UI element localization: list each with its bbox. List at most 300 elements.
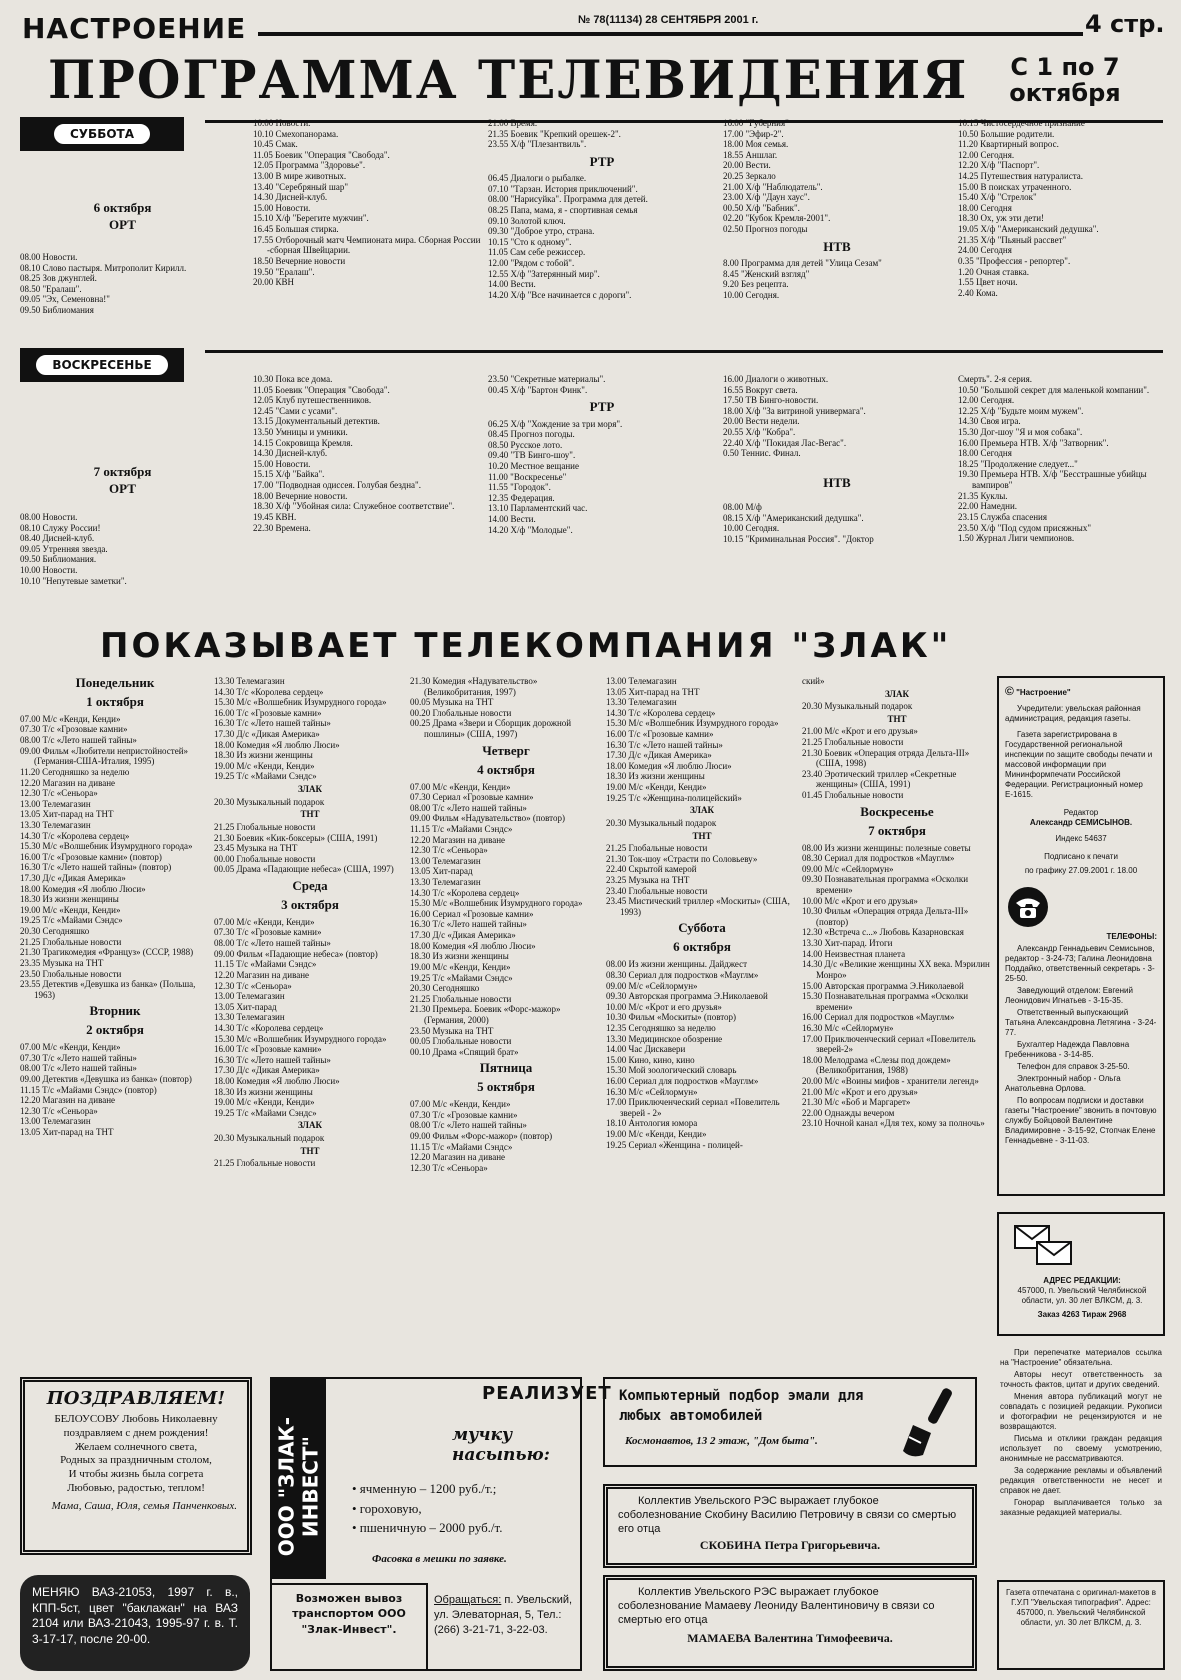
address-title: АДРЕС РЕДАКЦИИ:	[1043, 1276, 1121, 1285]
programme-entry: 07.30 Т/с «Лето нашей тайны»	[20, 1052, 137, 1063]
programme-entry: 08.15 Х/ф "Американский дедушка".	[723, 512, 864, 523]
condolence-2-text: Коллектив Увельского РЭС выражает глубокое соболезнование Мамаеву Леониду Валентиновичу в связи со смертью его отца	[618, 1586, 935, 1626]
programme-entry: 17.30 Д/с «Дикая Америка»	[214, 729, 320, 740]
programme-entry: 12.30 Т/с «Сеньора»	[20, 1105, 98, 1116]
programme-entry: 19.00 М/с «Кенди, Кенди»	[214, 760, 315, 771]
programme-entry: 09.00 М/с «Сейлормун»	[802, 863, 894, 874]
sat-orp-heading: 6 октября ОРТ	[93, 200, 152, 232]
programme-entry: 20.00 КВН	[253, 277, 295, 288]
programme-entry: 16.00 "Губерния"	[723, 118, 789, 128]
programme-entry: 08.00 Из жизни женщины. Дайджест	[606, 959, 748, 970]
programme-entry: 12.05 Программа "Здоровье".	[253, 160, 366, 171]
programme-entry: 20.25 Зеркало	[723, 171, 776, 182]
programme-entry: 09.05 "Эх, Семеновна!"	[20, 294, 110, 305]
programme-entry: 07.30 Т/с «Грозовые камни»	[214, 927, 322, 938]
programme-entry: 07.30 Сериал «Грозовые камни»	[410, 792, 534, 803]
programme-entry: 18.25 "Продолжение следует..."	[958, 458, 1078, 469]
issue-line: № 78(11134) 28 СЕНТЯБРЯ 2001 г.	[578, 14, 759, 26]
zlak-day-heading: Вторник	[89, 1003, 141, 1019]
programme-entry: 07.30 Т/с «Грозовые камни»	[410, 1109, 518, 1120]
sat-col-2	[253, 118, 481, 288]
programme-entry: 09.00 Фильм «Надувательство» (повтор)	[410, 813, 565, 824]
programme-entry: 13.30 Телемагазин	[410, 877, 481, 888]
programme-entry: 0.50 Теннис. Финал.	[723, 448, 801, 459]
sun-col-2	[253, 374, 481, 533]
programme-entry: 09.00 М/с «Сейлормун»	[606, 980, 698, 991]
programme-entry: 21.25 Глобальные новости	[214, 1158, 316, 1169]
condolence-ad-1	[603, 1484, 977, 1568]
programme-entry: 13.00 Телемагазин	[20, 798, 91, 809]
programme-entry: 8.00 Программа для детей "Улица Сезам"	[723, 258, 882, 269]
channel-heading-ntv: НТВ	[823, 474, 851, 490]
programme-entry: 21.00 Время.	[488, 118, 538, 128]
signed-to-print: Подписано к печати	[1044, 852, 1118, 861]
programme-entry: 19.00 М/с «Кенди, Кенди»	[20, 904, 121, 915]
programme-entry: 17.00 "Эфир-2".	[723, 128, 784, 139]
sun-col-5	[958, 374, 1168, 544]
programme-entry: 16.00 Диалоги о животных.	[723, 374, 829, 384]
programme-entry: 8.45 "Женский взгляд"	[723, 268, 810, 279]
phone-list	[1005, 944, 1157, 1146]
registration: Газета зарегистрирована в Государственной региональной инспекции по защите свободы печати и массовой информации при Мининформпечати Российской Федерации. Регистрационный номер Е-1615.	[1005, 730, 1153, 799]
programme-entry: 10.00 М/с «Крот и его друзья»	[802, 895, 918, 906]
programme-entry: 16.00 Т/с «Грозовые камни» (повтор)	[20, 851, 162, 862]
phone-entry: Ответственный выпускающий Татьяна Александровна Летягина - 3-24-77.	[1005, 1008, 1157, 1037]
programme-entry: 22.40 Х/ф "Покидая Лас-Вегас".	[723, 437, 847, 448]
programme-entry: 13.30 Телемагазин	[214, 676, 285, 686]
programme-entry: 17.00 "Подводная одиссея. Голубая бездна".	[253, 480, 421, 491]
programme-entry: 09.00 Фильм «Любители непристойностей» (Германия-США-Италия, 1995)	[20, 745, 189, 767]
programme-entry: 19.00 М/с «Кенди, Кенди»	[410, 961, 511, 972]
programme-entry: 16.00 Т/с «Грозовые камни»	[606, 729, 714, 740]
programme-entry: 18.30 Из жизни женщины	[214, 1086, 313, 1097]
programme-entry: 19.05 Х/ф "Американский дедушка".	[958, 224, 1099, 235]
zlak-col-3	[410, 676, 602, 1174]
editor-role: Редактор	[1063, 808, 1099, 817]
programme-entry: 21.25 Глобальные новости	[410, 993, 512, 1004]
programme-entry: 09.10 Золотой ключ.	[488, 215, 566, 226]
programme-entry: 12.00 Сегодня.	[958, 395, 1015, 406]
programme-entry: 14.15 Сокровища Кремля.	[253, 437, 353, 448]
programme-entry: 15.00 Новости.	[253, 458, 311, 469]
zlak-day-heading: Понедельник	[75, 675, 155, 690]
greeting-line: И чтобы жизнь была согрета	[68, 1468, 204, 1481]
zlak-day-heading: 1 октября	[86, 693, 144, 709]
programme-entry: 12.35 Федерация.	[488, 492, 555, 503]
programme-entry: 14.00 Неизвестная планета	[802, 948, 906, 959]
programme-entry: 07.00 М/с «Кенди, Кенди»	[410, 781, 511, 792]
sun-orp-heading: 7 октября ОРТ	[93, 464, 152, 496]
programme-entry: 07.00 М/с «Кенди, Кенди»	[20, 713, 121, 724]
programme-entry: 10.10 "Непутевые заметки".	[20, 575, 127, 586]
paint-address: Космонавтов, 13 2 этаж, "Дом быта".	[625, 1435, 818, 1447]
programme-entry: 24.00 Сегодня	[958, 245, 1012, 256]
programme-entry: 16.30 Т/с «Лето нашей тайны»	[214, 1054, 331, 1065]
sat-col-4	[723, 118, 951, 300]
programme-entry: 12.25 Х/ф "Будьте моим мужем".	[958, 405, 1084, 416]
programme-entry: 02.50 Прогноз погоды	[723, 224, 808, 235]
programme-entry: 18.00 Комедия «Я люблю Люси»	[606, 760, 732, 771]
programme-entry: 12.20 Магазин на диване	[214, 969, 310, 980]
channel-heading-rtr: РТР	[589, 153, 615, 169]
order-info: Заказ 4263 Тираж 2968	[1037, 1310, 1127, 1319]
programme-entry: 10.15 Чистосердечное признание	[958, 118, 1085, 128]
programme-entry: 13.05 Хит-парад на ТНТ	[20, 809, 114, 820]
printer-info: Газета отпечатана с оригинал-макетов в Г.У.П "Увельская типография". Адрес: 457000, п. Увельский Челябинской области, ул. 30 лет ВЛКСМ, д. 3.	[1006, 1588, 1156, 1627]
editorial-note: Гонорар выплачивается только за заказные редакцией материалы.	[1000, 1498, 1162, 1517]
programme-entry: 13.05 Хит-парад	[410, 866, 473, 877]
programme-entry: 16.00 Сериал для подростков «Мауглм»	[606, 1075, 759, 1086]
car-trade-ad: МЕНЯЮ ВАЗ-21053, 1997 г. в., КПП-5ст, цвет "баклажан" на ВАЗ 2104 или ВАЗ-21043, 1995-97 г. в. Т. 3-17-17, после 20-00.	[20, 1575, 250, 1671]
zlak-day-heading: 4 октября	[477, 761, 535, 777]
programme-entry: 22.40 Скрытой камерой	[606, 864, 697, 875]
programme-entry: 13.50 Умницы и умники.	[253, 427, 348, 438]
programme-entry: 21.30 Трагикомедия «Француз» (СССР, 1988)	[20, 947, 194, 958]
zlak-invest-item: • гороховую,	[352, 1500, 422, 1516]
editor-name: Александр СЕМИСЫНОВ.	[1029, 818, 1133, 827]
programme-entry: 14.30 Т/с «Королева сердец»	[410, 887, 520, 898]
programme-entry: 15.30 М/с «Волшебник Изумрудного города»	[410, 898, 583, 909]
programme-entry: 23.50 Глобальные новости	[20, 968, 122, 979]
programme-entry: 12.20 Х/ф "Паспорт".	[958, 160, 1040, 171]
programme-entry: 15.30 М/с «Волшебник Изумрудного города»	[20, 841, 193, 852]
programme-entry: 23.50 Х/ф "Под судом присяжных"	[958, 522, 1092, 533]
programme-entry: 08.00 Т/с «Лето нашей тайны»	[20, 1063, 137, 1074]
copyright-line: © "Настроение"	[1005, 684, 1071, 698]
programme-entry: 12.20 Магазин на диване	[20, 1095, 116, 1106]
zlak-heading: ПОКАЗЫВАЕТ ТЕЛЕКОМПАНИЯ "ЗЛАК"	[100, 626, 952, 666]
greeting-line: Любовью, радостью, теплом!	[67, 1481, 205, 1494]
programme-entry: 15.15 Х/ф "Байка".	[253, 469, 325, 480]
programme-entry: 17.50 ТВ Бинго-новости.	[723, 395, 819, 406]
programme-entry: 21.00 Х/ф "Наблюдатель".	[723, 181, 823, 192]
programme-entry: 08.00 Из жизни женщины: полезные советы	[802, 842, 971, 853]
programme-entry: 13.00 Телемагазин	[606, 676, 677, 686]
zlak-invest-sub: мучку насыпью:	[452, 1425, 550, 1466]
programme-entry: 07.30 Т/с «Грозовые камни»	[20, 724, 128, 735]
programme-entry: 21.00 М/с «Крот и его друзья»	[802, 726, 918, 737]
programme-entry: 15.30 М/с «Волшебник Изумрудного города»	[214, 1033, 387, 1044]
programme-entry: 18.30 Ох, уж эти дети!	[958, 213, 1045, 224]
sunday-badge: ВОСКРЕСЕНЬЕ	[20, 348, 184, 382]
programme-entry: 08.50 "Ералаш".	[20, 283, 82, 294]
editorial-note: За содержание рекламы и объявлений редакция ответственности не несет и справок не дает.	[1000, 1466, 1162, 1495]
programme-entry: 21.30 Боевик «Кик-боксеры» (США, 1991)	[214, 832, 378, 843]
programme-entry: 11.00 "Воскресенье"	[488, 471, 567, 482]
programme-entry: 00.05 Глобальные новости	[410, 1036, 512, 1047]
programme-entry: 12.20 Магазин на диване	[410, 1152, 506, 1163]
programme-entry: 08.30 Сериал для подростков «Мауглм»	[606, 969, 759, 980]
programme-entry: 08.00 "Нарисуйка". Программа для детей.	[488, 194, 648, 205]
programme-entry: 15.00 Кино, кино, кино	[606, 1054, 695, 1065]
programme-entry: 23.45 Мистический триллер «Москиты» (США, 1993)	[606, 896, 790, 917]
founders: Учредители: увельская районная администрация, редакция газеты.	[1005, 704, 1141, 723]
programme-entry: 00.00 Глобальные новости	[214, 853, 316, 864]
programme-entry: 20.30 Музыкальный подарок	[802, 701, 913, 712]
programme-entry: 00.05 Музыка на ТНТ	[410, 697, 494, 708]
channel-label: ТНТ	[692, 830, 712, 841]
greeting-line: БЕЛОУСОВУ Любовь Николаевну поздравляем с днем рождения!	[54, 1413, 218, 1439]
programme-entry: 21.00 М/с «Крот и его друзья»	[802, 1086, 918, 1097]
programme-entry: 21.30 Боевик «Операция отряда Дельта-III» (США, 1998)	[802, 747, 970, 769]
programme-entry: 12.45 "Сами с усами".	[253, 405, 338, 416]
programme-entry: 12.30 «Встреча с...» Любовь Казарновская	[802, 927, 964, 938]
channel-label: ТНТ	[300, 1145, 320, 1156]
programme-entry: Смерть". 2-я серия.	[958, 374, 1032, 384]
programme-entry: 23.45 Музыка на ТНТ	[214, 843, 298, 854]
zlak-invest-item: • пшеничную – 2000 руб./т.	[352, 1520, 503, 1535]
programme-entry: 08.00 Т/с «Лето нашей тайны»	[214, 938, 331, 949]
programme-entry: 18.00 Х/ф "За витриной универмага".	[723, 405, 866, 416]
programme-entry: 16.30 Т/с «Лето нашей тайны»	[214, 718, 331, 729]
programme-entry: 09.30 Познавательная программа «Осколки времени»	[802, 874, 969, 896]
programme-entry: 1.55 Цвет ночи.	[958, 277, 1018, 288]
zlak-day-heading: Среда	[292, 877, 328, 893]
programme-entry: 12.00 "Рядом с тобой".	[488, 258, 575, 269]
programme-entry: 07.10 "Тарзан. История приключений".	[488, 183, 638, 194]
greeting-ad	[20, 1377, 252, 1555]
programme-entry: 11.15 Т/с «Майами Сэндс»	[214, 959, 317, 970]
sun-col-4	[723, 374, 951, 545]
programme-entry: 08.00 М/ф	[723, 502, 762, 513]
paint-ad	[603, 1377, 977, 1467]
programme-entry: 10.50 "Большой секрет для маленькой компании".	[958, 384, 1150, 395]
programme-entry: 09.50 Библиомания.	[20, 554, 97, 565]
programme-entry: 13.00 Телемагазин	[410, 855, 481, 866]
programme-entry: 07.00 М/с «Кенди, Кенди»	[214, 916, 315, 927]
saturday-badge: СУББОТА	[20, 117, 184, 151]
programme-entry: 19.25 Т/с «Женщина-полицейский»	[606, 792, 742, 803]
zlak-day-heading: 6 октября	[673, 939, 731, 955]
programme-entry: 17.30 Д/с «Дикая Америка»	[410, 930, 516, 941]
sat-col-5	[958, 118, 1168, 298]
programme-entry: 18.30 Из жизни женщины	[410, 951, 509, 962]
programme-entry: 23.40 Эротический триллер «Секретные женщины» (США, 1991)	[802, 768, 957, 790]
condolence-1-name: СКОБИНА Петра Григорьевича.	[699, 1538, 881, 1553]
programme-entry: 23.15 Служба спасения	[958, 511, 1047, 522]
channel-heading-ntv: НТВ	[823, 238, 851, 254]
programme-entry: 12.00 Сегодня.	[958, 149, 1015, 160]
zlak-day-heading: 5 октября	[477, 1079, 535, 1095]
programme-entry: 08.00 Т/с «Лето нашей тайны»	[410, 802, 527, 813]
programme-entry: 18.30 Из жизни женщины	[606, 771, 705, 782]
programme-entry: 21.25 Глобальные новости	[20, 936, 122, 947]
zlak-col-1	[20, 672, 210, 1138]
editorial-notes	[1000, 1346, 1162, 1518]
programme-entry: 14.30 Дисней-клуб.	[253, 448, 328, 459]
programme-entry: 14.00 Час Дискавери	[606, 1044, 686, 1055]
programme-entry: 23.55 Х/ф "Плезантвиль".	[488, 139, 587, 150]
editorial-note: Авторы несут ответственность за точность фактов, цитат и других сведений.	[1000, 1370, 1162, 1389]
programme-entry: 16.00 Премьера НТВ. Х/ф "Затворник".	[958, 437, 1109, 448]
programme-entry: 21.35 Х/ф "Пьяный рассвет"	[958, 234, 1067, 245]
zlak-day-heading: Четверг	[482, 742, 530, 758]
programme-entry: 21.25 Глобальные новости	[214, 821, 316, 832]
zlak-invest-items	[352, 1479, 572, 1538]
programme-entry: 16.00 Сериал «Грозовые камни»	[410, 908, 534, 919]
programme-entry: 00.25 Драма «Звери и Сборщик дорожной пошлины» (США, 1997)	[410, 718, 572, 740]
zlak-invest-ad	[270, 1377, 612, 1671]
programme-entry: 00.20 Глобальные новости	[410, 707, 512, 718]
programme-entry: 19.30 Премьера НТВ. Х/ф "Бесстрашные убийцы вампиров"	[958, 469, 1147, 491]
programme-entry: 20.30 Музыкальный подарок	[214, 796, 325, 807]
programme-entry: 09.05 Утренняя звезда.	[20, 543, 108, 554]
condolence-2-name: МАМАЕВА Валентина Тимофеевича.	[687, 1631, 893, 1646]
greeting-text	[25, 1409, 247, 1500]
zlak-invest-contact: Обращаться: п. Увельский, ул. Элеваторная, 5, Тел.: (266) 3-21-71, 3-22-03.	[434, 1594, 573, 1636]
programme-entry: 21.30 М/с «Боб и Маргарет»	[802, 1097, 911, 1108]
programme-entry: 00.45 Х/ф "Бартон Финк".	[488, 384, 588, 395]
phone-entry: Александр Геннадьевич Семисынов, редактор - 3-24-73; Галина Леонидовна Поддайко, ответственный секретарь - 3-25-50.	[1005, 944, 1155, 983]
phone-icon	[1005, 886, 1157, 928]
phone-entry: Заведующий отделом: Евгений Леонидович Игнатьев - 3-15-35.	[1005, 986, 1133, 1005]
paint-brush-icon	[895, 1385, 965, 1461]
programme-entry: 20.00 Вести.	[723, 160, 771, 171]
programme-entry: 13.30 Телемагазин	[214, 1012, 285, 1023]
programme-entry: 18.10 Антология юмора	[606, 1118, 698, 1129]
programme-entry: 15.10 Х/ф "Берегите мужчин".	[253, 213, 369, 224]
programme-entry: 9.20 Без рецепта.	[723, 279, 789, 290]
programme-entry: 14.30 Т/с «Королева сердец»	[214, 686, 324, 697]
programme-entry: 10.00 Новости.	[20, 565, 78, 576]
channel-label: ЗЛАК	[884, 688, 910, 699]
programme-entry: 16.00 Сериал для подростков «Мауглм»	[802, 1012, 955, 1023]
sat-col-3	[488, 118, 716, 300]
programme-entry: 10.10 Смехопанорама.	[253, 128, 339, 139]
programme-entry: 11.15 Т/с «Майами Сэндс»	[410, 1141, 513, 1152]
programme-entry: 08.10 Слово пастыря. Митрополит Кирилл.	[20, 262, 187, 273]
programme-entry: 18.00 Сегодня	[958, 202, 1012, 213]
programme-entry: 10.30 Пока все дома.	[253, 374, 333, 384]
programme-entry: 10.00 Сегодня.	[723, 289, 780, 300]
sat-col-1	[20, 252, 235, 316]
programme-entry: 16.00 Т/с «Грозовые камни»	[214, 707, 322, 718]
programme-entry: 21.25 Глобальные новости	[802, 737, 904, 748]
programme-entry: 08.30 Сериал для подростков «Мауглм»	[802, 853, 955, 864]
programme-entry: 23.35 Музыка на ТНТ	[20, 957, 104, 968]
page-title: ПРОГРАММА ТЕЛЕВИДЕНИЯ	[48, 48, 969, 111]
programme-entry: 18.00 Мелодрама «Слезы под дождем» (Великобритания, 1988)	[802, 1054, 951, 1076]
programme-entry: ский»	[802, 676, 825, 686]
print-schedule: по графику 27.09.2001 г. 18.00	[1024, 866, 1138, 875]
programme-entry: 18.00 Комедия «Я люблю Люси»	[214, 739, 340, 750]
programme-entry: 16.00 Т/с «Грозовые камни»	[214, 1044, 322, 1055]
greeting-title: ПОЗДРАВЛЯЕМ!	[46, 1388, 226, 1409]
programme-entry: 13.30 Телемагазин	[20, 819, 91, 830]
programme-entry: 17.00 Приключенческий сериал «Повелитель зверей - 2»	[606, 1097, 780, 1118]
channel-label: ТНТ	[887, 713, 907, 724]
imprint-box	[997, 676, 1165, 1196]
programme-entry: 20.30 Музыкальный подарок	[606, 817, 717, 828]
programme-entry: 12.30 Т/с «Сеньора»	[410, 845, 488, 856]
programme-entry: 14.20 Х/ф "Молодые".	[488, 524, 573, 535]
programme-entry: 12.30 Т/с «Сеньора»	[410, 1162, 488, 1173]
programme-entry: 23.00 Х/ф "Даун хаус".	[723, 192, 810, 203]
channel-label: ЗЛАК	[689, 805, 715, 816]
programme-entry: 1.20 Очная ставка.	[958, 266, 1029, 277]
programme-entry: 15.00 Авторская программа Э.Николаевой	[802, 980, 964, 991]
programme-entry: 13.05 Хит-парад	[214, 1001, 277, 1012]
programme-entry: 14.30 Т/с «Королева сердец»	[20, 830, 130, 841]
programme-entry: 18.30 Х/ф "Убойная сила: Служебное соответствие".	[253, 501, 455, 512]
programme-entry: 16.30 М/с «Сейлормун»	[802, 1022, 894, 1033]
programme-entry: 21.30 Премьера. Боевик «Форс-мажор» (Германия, 2000)	[410, 1004, 561, 1025]
programme-entry: 19.25 Т/с «Майами Сэндс»	[410, 972, 513, 983]
programme-entry: 00.10 Драма «Спящий брат»	[410, 1046, 519, 1057]
printer-box	[997, 1580, 1165, 1670]
programme-entry: 19.25 Т/с «Майами Сэндс»	[214, 1107, 317, 1118]
programme-entry: 16.45 Большая стирка.	[253, 224, 339, 235]
programme-entry: 12.20 Магазин на диване	[410, 834, 506, 845]
programme-entry: 20.30 Музыкальный подарок	[214, 1133, 325, 1144]
zlak-invest-transport: Возможен вывоз транспортом ООО "Злак-Инвест".	[272, 1583, 428, 1671]
programme-entry: 16.55 Вокруг света.	[723, 384, 798, 395]
programme-entry: 23.25 Музыка на ТНТ	[606, 874, 690, 885]
programme-entry: 11.55 "Городок".	[488, 482, 551, 493]
programme-entry: 14.30 Т/с «Королева сердец»	[606, 707, 716, 718]
programme-entry: 23.50 "Секретные материалы".	[488, 374, 606, 384]
mail-icon	[1013, 1224, 1077, 1268]
programme-entry: 06.45 Диалоги о рыбалке.	[488, 173, 587, 184]
programme-entry: 19.00 М/с «Кенди, Кенди»	[606, 1129, 707, 1140]
programme-entry: 08.00 Т/с «Лето нашей тайны»	[20, 735, 137, 746]
programme-entry: 13.00 Телемагазин	[214, 991, 285, 1002]
programme-entry: 14.25 Путешествия натуралиста.	[958, 171, 1084, 182]
programme-entry: 13.00 Телемагазин	[20, 1116, 91, 1127]
programme-entry: 11.20 Квартирный вопрос.	[958, 139, 1059, 150]
paint-title: Компьютерный подбор эмали для любых автомобилей	[619, 1388, 864, 1424]
channel-label: ЗЛАК	[297, 1120, 323, 1131]
programme-entry: 19.45 КВН.	[253, 511, 297, 522]
programme-entry: 20.55 Х/ф "Кобра".	[723, 427, 796, 438]
programme-entry: 18.55 Аншлаг.	[723, 149, 778, 160]
zlak-invest-verb: РЕАЛИЗУЕТ	[482, 1383, 612, 1404]
programme-entry: 16.30 Т/с «Лето нашей тайны»	[410, 919, 527, 930]
programme-entry: 21.35 Куклы.	[958, 490, 1008, 501]
programme-entry: 13.30 Хит-парад. Итоги	[802, 938, 893, 949]
programme-entry: 21.30 Ток-шоу «Страсти по Соловьеву»	[606, 853, 758, 864]
condolence-ad-2	[603, 1575, 977, 1671]
phone-entry: Телефон для справок 3-25-50.	[1017, 1062, 1130, 1071]
programme-entry: 2.40 Кома.	[958, 287, 998, 298]
page-number: 4 стр.	[1085, 10, 1165, 38]
programme-entry: 17.30 Д/с «Дикая Америка»	[606, 750, 712, 761]
programme-entry: 02.20 "Кубок Кремля-2001".	[723, 213, 831, 224]
programme-entry: 23.50 Музыка на ТНТ	[410, 1025, 494, 1036]
programme-entry: 08.00 Т/с «Лето нашей тайны»	[410, 1120, 527, 1131]
newspaper-brand: НАСТРОЕНИЕ	[22, 12, 247, 45]
programme-entry: 14.30 Д/с «Великие женщины XX века. Мэрилин Монро»	[802, 959, 990, 980]
programme-entry: 10.20 Местное вещание	[488, 460, 579, 471]
greeting-line: Желаем солнечного света,	[74, 1440, 198, 1453]
programme-entry: 12.30 Т/с «Сеньора»	[20, 788, 98, 799]
programme-entry: 08.00 Новости.	[20, 512, 78, 522]
programme-entry: 15.30 Дог-шоу "Я и моя собака".	[958, 427, 1083, 438]
programme-entry: 1.50 Журнал Лиги чемпионов.	[958, 533, 1075, 544]
programme-entry: 12.20 Магазин на диване	[20, 777, 116, 788]
editorial-note: Мнения автора публикаций могут не совпадать с позицией редакции. Рукописи и фотографии не рецензируются и не возвращаются.	[1000, 1392, 1162, 1431]
phone-entry: Бухгалтер Надежда Павловна Гребенникова - 3-14-85.	[1005, 1040, 1130, 1059]
programme-entry: 20.30 Сегодняшко	[410, 983, 480, 994]
programme-entry: 22.00 Однажды вечером	[802, 1107, 895, 1118]
zlak-day-heading: 7 октября	[868, 822, 926, 838]
editorial-note: Письма и отклики граждан редакция использует по своему усмотрению, анонимные не рассматриваются.	[1000, 1434, 1162, 1463]
programme-entry: 18.30 Из жизни женщины	[214, 750, 313, 761]
programme-entry: 07.00 М/с «Кенди, Кенди»	[20, 1042, 121, 1053]
programme-entry: 18.00 Комедия «Я люблю Люси»	[410, 940, 536, 951]
programme-entry: 16.30 Т/с «Лето нашей тайны» (повтор)	[20, 862, 172, 873]
programme-entry: 11.05 Боевик "Операция "Свобода".	[253, 149, 390, 160]
